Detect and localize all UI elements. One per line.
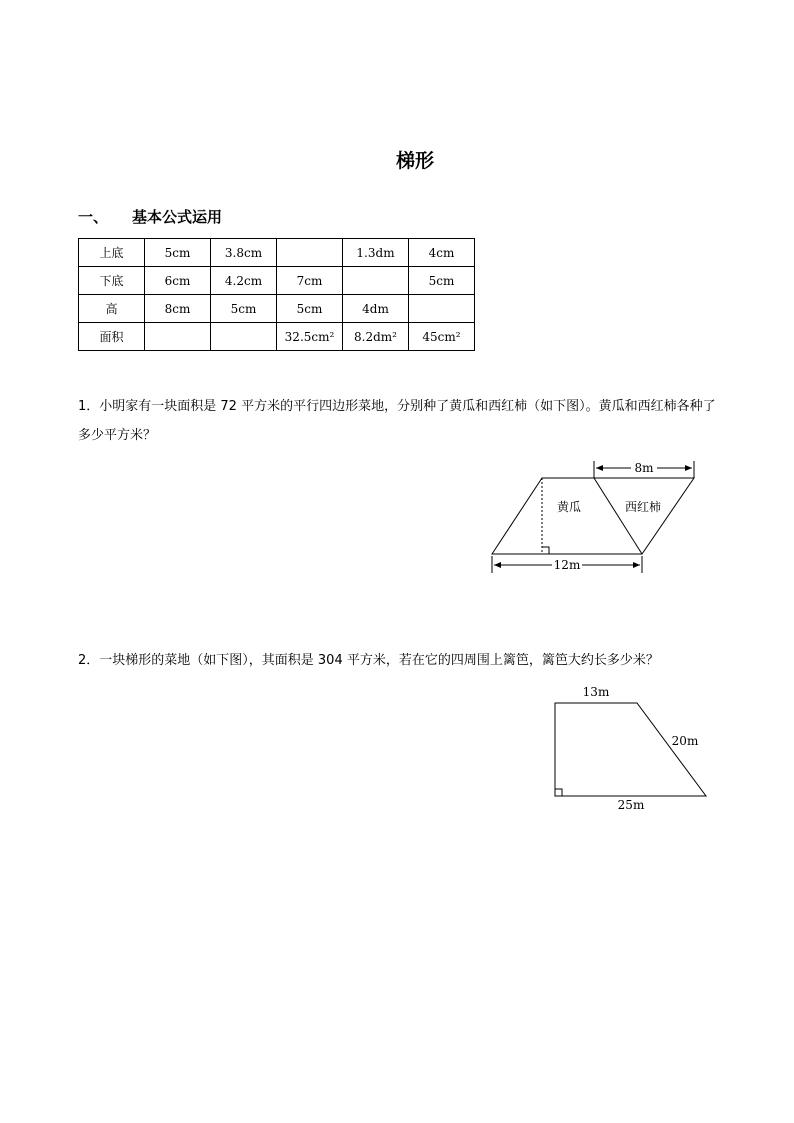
right-angle-mark — [542, 547, 549, 554]
trapezoid-figure — [555, 685, 706, 812]
table-cell: 5cm — [409, 267, 475, 295]
trapezoid-outline — [555, 703, 706, 796]
row-header: 上底 — [79, 239, 145, 267]
table-cell: 32.5cm² — [277, 323, 343, 351]
parallelogram-figure — [492, 461, 694, 573]
divider-line — [594, 478, 642, 554]
table-cell: 3.8cm — [211, 239, 277, 267]
table-cell: 5cm — [277, 295, 343, 323]
table-cell: 8cm — [145, 295, 211, 323]
page-title: 梯形 — [395, 150, 434, 172]
table-cell: 4cm — [409, 239, 475, 267]
top-length-label: 8m — [634, 461, 654, 475]
section-number: 一、 — [78, 208, 109, 226]
row-header: 下底 — [79, 267, 145, 295]
question-1: 1．小明家有一块面积是 72 平方米的平行四边形菜地，分别种了黄瓜和西红柿（如下图）。黄瓜和西红柿各种了多少平方米？ — [78, 399, 716, 443]
table-cell: 4dm — [343, 295, 409, 323]
question-2: 2．一块梯形的菜地（如下图），其面积是 304 平方米，若在它的四周围上篱笆，篱笆大约长多少米？ — [78, 653, 659, 668]
table-cell: 5cm — [211, 295, 277, 323]
table-cell: 7cm — [277, 267, 343, 295]
section-title: 基本公式运用 — [132, 208, 223, 226]
top-base-label: 13m — [582, 685, 610, 699]
row-header: 高 — [79, 295, 145, 323]
cucumber-label: 黄瓜 — [556, 500, 582, 514]
table-cell: 6cm — [145, 267, 211, 295]
bottom-base-label: 25m — [617, 798, 645, 812]
right-angle-mark — [555, 789, 562, 796]
row-header: 面积 — [79, 323, 145, 351]
table-cell: 1.3dm — [343, 239, 409, 267]
bottom-length-label: 12m — [553, 558, 581, 572]
table-cell: 5cm — [145, 239, 211, 267]
parallelogram-outline — [492, 478, 694, 554]
tomato-label: 西红柿 — [624, 500, 662, 514]
table-cell: 8.2dm² — [343, 323, 409, 351]
table-cell: 4.2cm — [211, 267, 277, 295]
table-cell: 45cm² — [409, 323, 475, 351]
slant-side-label: 20m — [671, 734, 699, 748]
